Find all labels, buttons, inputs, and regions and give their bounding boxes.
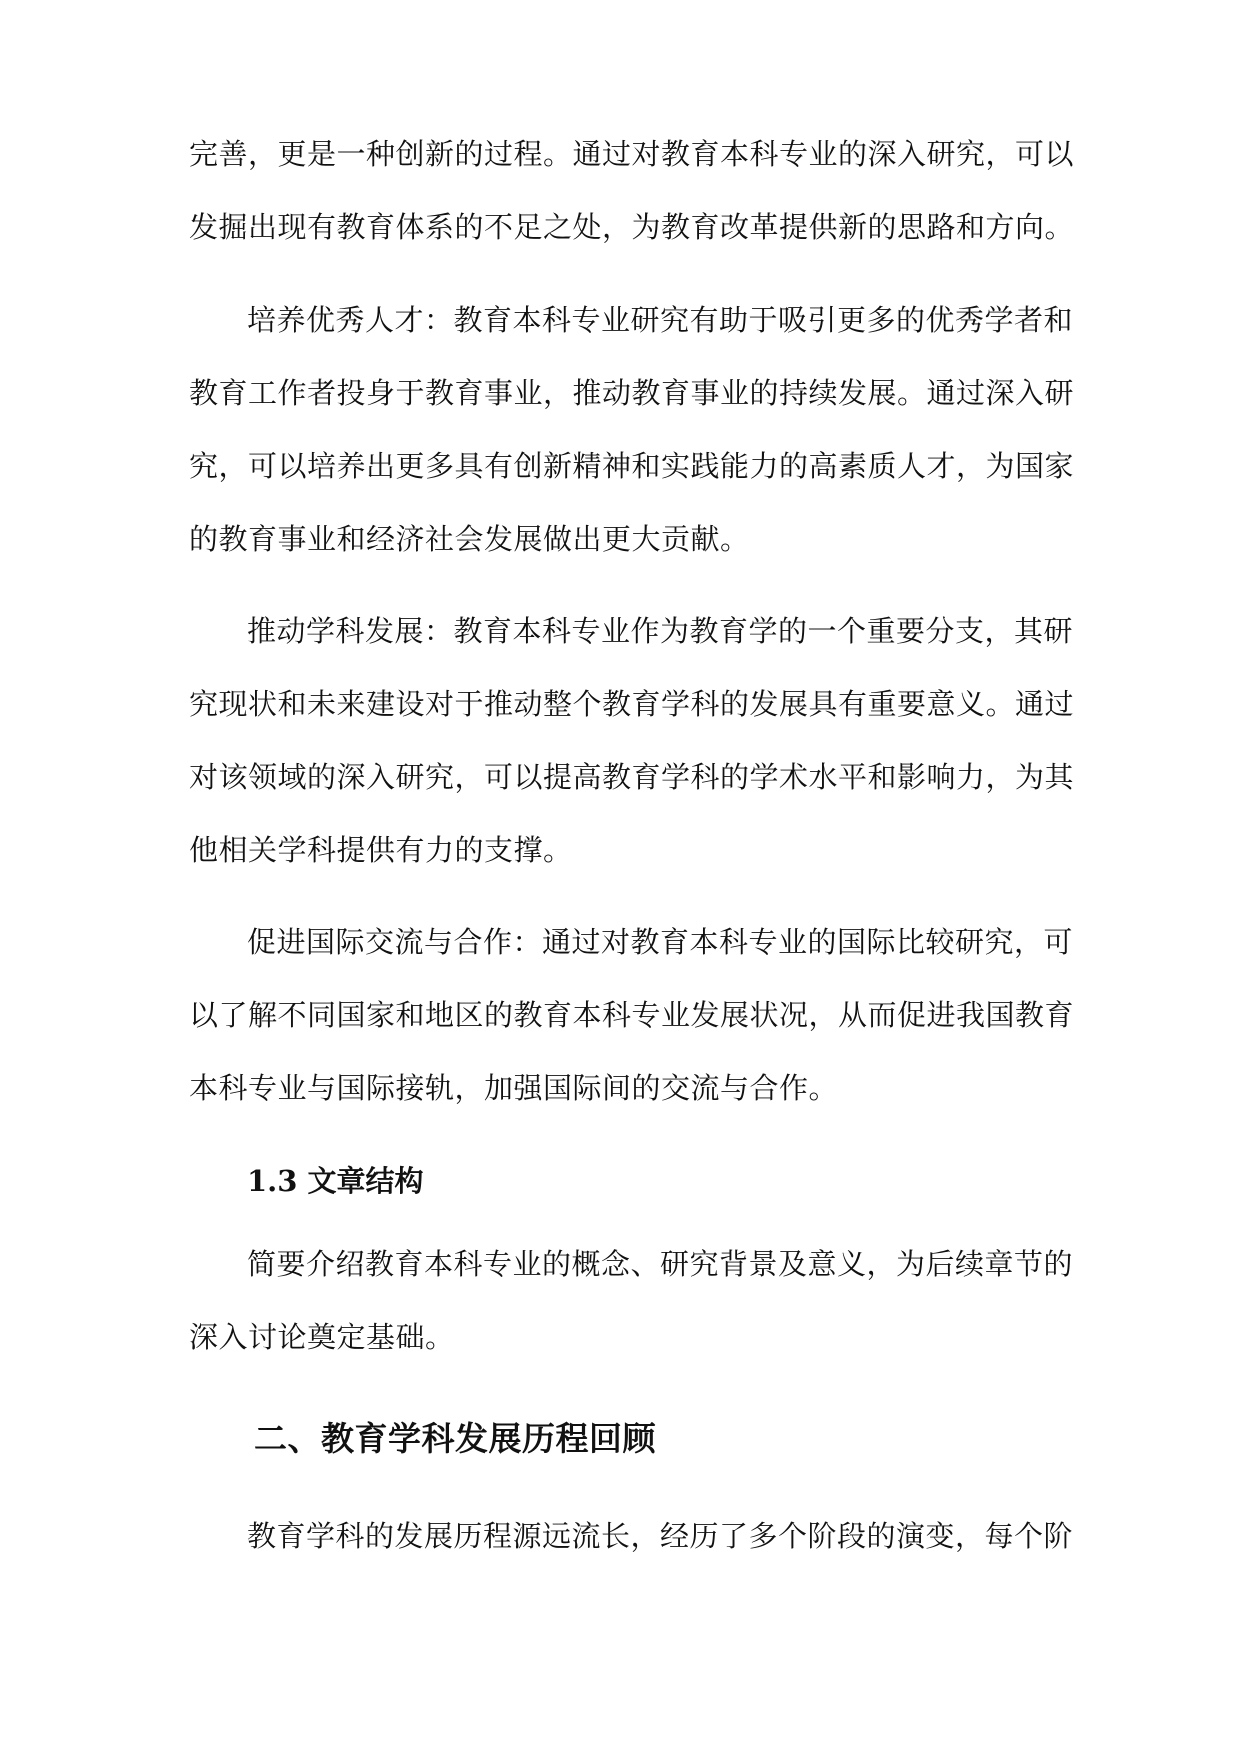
- paragraph-line: 究现状和未来建设对于推动整个教育学科的发展具有重要意义。通过: [189, 687, 1075, 721]
- paragraph-line: 教育工作者投身于教育事业，推动教育事业的持续发展。通过深入研: [189, 376, 1075, 410]
- paragraph-line: 究，可以培养出更多具有创新精神和实践能力的高素质人才，为国家: [189, 449, 1075, 483]
- paragraph-line: 他相关学科提供有力的支撑。: [189, 833, 573, 867]
- paragraph-line: 培养优秀人才：教育本科专业研究有助于吸引更多的优秀学者和: [247, 303, 1074, 337]
- paragraph-line: 促进国际交流与合作：通过对教育本科专业的国际比较研究，可: [247, 925, 1074, 959]
- paragraph-line: 教育学科的发展历程源远流长，经历了多个阶段的演变，每个阶: [247, 1519, 1074, 1553]
- paragraph-line: 完善，更是一种创新的过程。通过对教育本科专业的深入研究，可以: [189, 137, 1075, 171]
- paragraph-line: 的教育事业和经济社会发展做出更大贡献。: [189, 522, 750, 556]
- paragraph-line: 本科专业与国际接轨，加强国际间的交流与合作。: [189, 1071, 839, 1105]
- paragraph-line: 推动学科发展：教育本科专业作为教育学的一个重要分支，其研: [247, 614, 1074, 648]
- section-heading: 1.3 文章结构: [247, 1164, 424, 1198]
- paragraph-line: 简要介绍教育本科专业的概念、研究背景及意义，为后续章节的: [247, 1247, 1074, 1281]
- paragraph-line: 发掘出现有教育体系的不足之处，为教育改革提供新的思路和方向。: [189, 210, 1075, 244]
- paragraph-line: 深入讨论奠定基础。: [189, 1320, 455, 1354]
- paragraph-line: 对该领域的深入研究，可以提高教育学科的学术水平和影响力，为其: [189, 760, 1075, 794]
- paragraph-line: 以了解不同国家和地区的教育本科专业发展状况，从而促进我国教育: [189, 998, 1075, 1032]
- chapter-heading: 二、教育学科发展历程回顾: [254, 1419, 656, 1458]
